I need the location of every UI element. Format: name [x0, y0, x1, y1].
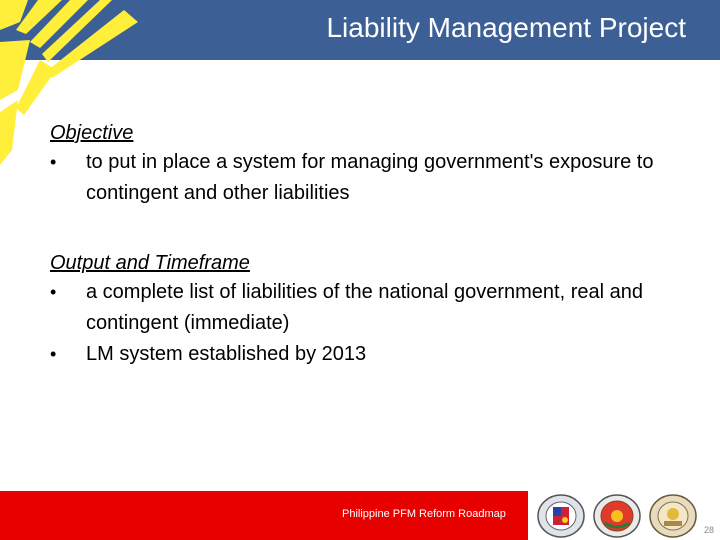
bullet-icon: • [50, 344, 57, 364]
list-item [50, 147, 700, 209]
footer-text: Philippine PFM Reform Roadmap [342, 508, 506, 520]
section-heading: Output and Timeframe [50, 252, 250, 274]
section-objective [50, 119, 700, 209]
bullet-text: a complete list of liabilities of the national government, real and contingent (immediate) [86, 281, 643, 334]
bullet-icon: • [50, 152, 57, 172]
seal-3-icon [648, 493, 698, 539]
bullet-icon: • [50, 282, 57, 302]
bullet-text: to put in place a system for managing government's exposure to contingent and other liabilities [86, 151, 654, 204]
seal-2-icon [592, 493, 642, 539]
list-item [50, 339, 700, 370]
bullet-text: LM system established by 2013 [86, 343, 367, 365]
section-output [50, 249, 700, 370]
slide-content [50, 119, 700, 370]
slide-title: Liability Management Project [326, 12, 686, 43]
page-number: 28 [703, 525, 714, 535]
section-heading: Objective [50, 122, 134, 144]
list-item [50, 277, 700, 339]
seal-1-icon [536, 493, 586, 539]
